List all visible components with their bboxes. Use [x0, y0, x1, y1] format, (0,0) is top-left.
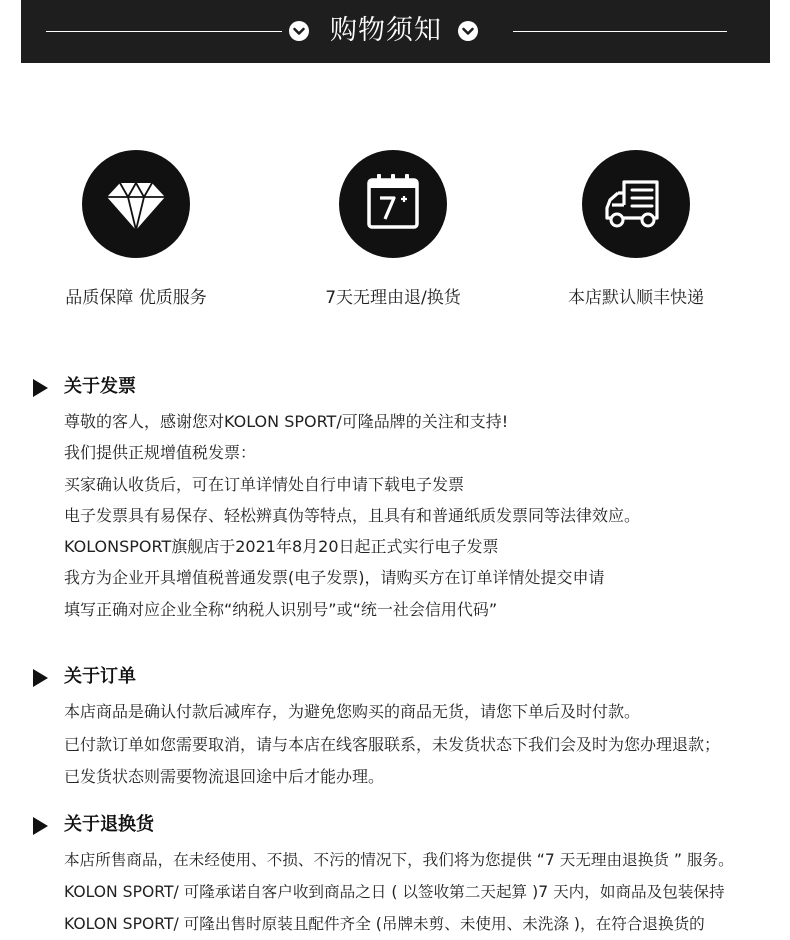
section-invoice [30, 374, 780, 625]
section-text-line: 已付款订单如您需要取消，请与本店在线客服联系，未发货状态下我们会及时为您办理退款； [64, 734, 721, 754]
section-text-line: 我方为企业开具增值税普通发票(电子发票)，请购买方在订单详情处提交申请 [64, 568, 605, 588]
section-order [30, 664, 780, 794]
section-heading: 关于退换货 [64, 814, 154, 835]
triangle-bullet-icon [33, 379, 48, 397]
feature-quality [26, 150, 246, 310]
calendar-7-icon [339, 150, 447, 258]
section-text-line: 填写正确对应企业全称“纳税人识别号”或“统一社会信用代码” [64, 599, 498, 619]
section-text-line: 本店所售商品，在未经使用、不损、不污的情况下，我们将为您提供 “7 天无理由退换货 ” 服务。 [64, 851, 734, 869]
feature-return-policy [283, 150, 503, 310]
divider-line [513, 31, 727, 32]
section-text-line: KOLON SPORT/ 可隆承诺自客户收到商品之日 ( 以签收第二天起算 )7 天内，如商品及包装保持 [64, 883, 725, 901]
divider-line [46, 31, 282, 32]
chevron-down-icon [289, 21, 309, 41]
delivery-truck-icon [582, 150, 690, 258]
section-text-line: KOLONSPORT旗舰店于2021年8月20日起正式实行电子发票 [64, 537, 499, 557]
section-heading: 关于发票 [64, 376, 136, 397]
section-text-line: 本店商品是确认付款后减库存，为避免您购买的商品无货，请您下单后及时付款。 [64, 702, 641, 721]
feature-label: 品质保障 优质服务 [65, 288, 207, 308]
feature-label: 7天无理由退/换货 [325, 288, 461, 308]
section-returns [30, 812, 780, 940]
chevron-down-icon [458, 21, 478, 41]
section-text-line: 尊敬的客人，感谢您对KOLON SPORT/可隆品牌的关注和支持! [64, 412, 509, 431]
section-text-line: 买家确认收货后，可在订单详情处自行申请下载电子发票 [64, 474, 465, 494]
section-text-line: 已发货状态则需要物流退回途中后才能办理。 [64, 767, 385, 786]
section-text-line: KOLON SPORT/ 可隆出售时原装且配件齐全 (吊牌未剪、未使用、未洗涤 )，在符合退换货的 [64, 915, 705, 933]
feature-delivery [526, 150, 746, 310]
banner-title: 购物须知 [330, 15, 442, 46]
diamond-icon [82, 150, 190, 258]
section-text-line: 电子发票具有易保存、轻松辨真伪等特点，且具有和普通纸质发票同等法律效应。 [64, 505, 641, 525]
triangle-bullet-icon [33, 817, 48, 835]
section-text-line: 我们提供正规增值税发票： [64, 443, 257, 463]
feature-label: 本店默认顺丰快递 [568, 288, 704, 308]
triangle-bullet-icon [33, 669, 48, 687]
header-banner [21, 0, 770, 63]
section-heading: 关于订单 [64, 666, 136, 687]
